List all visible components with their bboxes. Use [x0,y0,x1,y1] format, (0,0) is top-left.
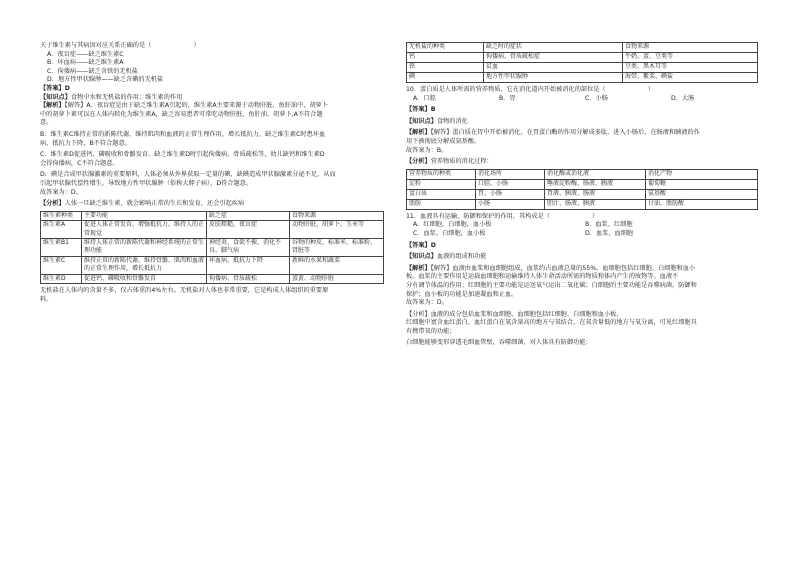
option-b: B．胃 [499,94,516,102]
table-cell: 胆汁、肠液、胰液 [545,199,646,209]
table-header: 消化场所 [476,169,545,179]
table-header: 无机盐的种类 [407,43,484,53]
conclusion: 故答案为：D。 [40,188,82,196]
footer-text: 料。 [40,295,53,303]
table-cell: 钙 [407,53,484,63]
mineral-table [406,42,758,83]
digestion-table [406,169,758,210]
option-d: D．大肠 [671,94,695,102]
table-cell: 皮肤粗糙、夜盲症 [207,221,290,239]
option-b: B．坏血病——缺乏维生素A [47,59,124,67]
table-cell: 胃、小肠 [476,189,545,199]
table-header: 消化产物 [646,169,758,179]
solution-line: 用下被彻底分解成氨基酸。 [406,137,481,145]
analysis-line: 白细胞能够变形穿透毛细血管壁，吞噬细菌，对人体具有防御功能； [406,339,592,347]
table-header-row [407,43,758,53]
table-cell: 佝偻病、骨质疏松症 [484,53,623,63]
table-cell: 葡萄糖 [646,179,758,189]
option-c: C．血浆、白细胞，血小板 [413,229,486,237]
table-header-row [407,169,758,179]
table-cell: 海带、紫菜、碘盐 [623,73,758,83]
table-cell: 维生素A [41,221,82,239]
option-d: D．地方性甲状腺肿——缺乏含碘的无机盐 [47,76,164,84]
solution-line: B．维生素C维持正常的新陈代谢，维持肌肉和血液的正常生理作用，增长抵抗力，缺乏维生素C时患坏血 [40,130,326,138]
table-row [41,274,384,283]
table-header: 食物来源 [290,211,384,220]
table-cell: 小肠 [476,199,545,209]
analysis-line: 红细胞中富含血红蛋白，血红蛋白在氧含量高的地方与氧结合，在氧含量低的地方与氧分离，可见红细胞具 [406,319,697,327]
footer-text: 无机盐在人体内的含量不多，仅占体重的4%左右。无机盐对人体也非常重要，它是构成人体组织的重要原 [40,286,329,294]
solution-line: 意。 [40,119,53,127]
table-cell: 维生素B1 [41,238,82,256]
table-row [407,53,758,63]
table-cell: 口腔、小肠 [476,179,545,189]
table-header-row [41,211,384,220]
table-cell: 蛋白质 [407,189,476,199]
vitamin-table [40,211,384,284]
table-row [41,256,384,274]
solution-line: 保护；血小板的功能是加速凝血和止血。 [406,290,518,298]
table-cell: 脂肪 [407,199,476,209]
table-cell: 维持人体正常的新陈代谢和神经系统的正常生理功能 [82,238,207,256]
table-header: 消化酶或消化液 [545,169,646,179]
table-header: 营养物质的种类 [407,169,476,179]
option-a: A．夜盲症——缺乏维生素C [47,50,124,58]
table-row [407,189,758,199]
q11-options-row2 [406,230,758,239]
solution: 【解析】【解答】血液由血浆和血细胞组成，血浆约占血液总量的55%，血细胞包括红细胞、白细胞和血小 [406,264,696,272]
solution: 【解析】【解答】蛋白质在胃中开始被消化，在胃蛋白酶的作用分解成多肽，进入小肠后，在肠液和胰液的作 [406,129,700,137]
table-cell: 碘 [407,73,484,83]
analysis-line: 【分析】血液的成分包括血浆和血细胞，血细胞包括红细胞、白细胞和血小板。 [406,310,623,318]
table-cell: 牛奶、蛋、豆类等 [623,53,758,63]
analysis: 【分析】营养物质的消化过程： [406,158,493,166]
solution-line: 分有调节体温的作用；红细胞的主要功能是运送氧气运出二氧化碳；白细胞的主要功能是吞噬病菌，防御和 [406,281,697,289]
option-a: A．红细胞，白细胞，血小板 [413,221,492,229]
table-cell: 氨基酸 [646,189,758,199]
table-cell: 唾液淀粉酶、肠液、胰液 [545,179,646,189]
table-cell: 维持正常的新陈代谢，维持骨骼、肌肉和血液的正常生理作用，增长抵抗力 [82,256,207,274]
solution-line: 引起甲状腺代偿性增生，导致地方性甲状腺肿（俗称大脖子病），D符合题意。 [40,179,253,187]
conclusion: 故答案为：B。 [406,146,448,154]
table-cell: 谷物的种皮、标准米、标准粉、肾脏等 [290,238,384,256]
solution-line: D．碘是合成甲状腺激素的重要原料，人体必须从外界获取一定量的碘，缺碘造成甲状腺激素分泌不足，从而 [40,171,336,179]
table-cell: 新鲜的水果和蔬菜 [290,256,384,274]
analysis: 【分析】人体一旦缺乏维生素，就会影响正常的生长和发育，还会引起疾病 [40,200,245,208]
solution-line: C．维生素D促进钙、磷吸收和骨骼发育，缺乏维生素D时引起佝偻病、骨质疏松等，幼儿缺钙和维生素D [40,151,325,159]
option-c: C．佝偻病——缺乏含铁的无机盐 [47,67,138,75]
table-row [407,63,758,73]
table-header: 维生素种类 [41,211,82,220]
q11-options-row1 [406,221,758,230]
q10-options [406,95,758,104]
table-header: 食物来源 [623,43,758,53]
table-cell: 神经炎、食欲不振、消化不良、脚气病 [207,238,290,256]
option-d: D．血浆，血细胞 [585,229,634,237]
solution: 【解析】【解答】A．夜盲症是由于缺乏维生素A引起的，维生素A主要来源于动物肝脏、鱼肝油中，胡萝卜 [40,102,329,110]
knowledge-point: 【知识点】食物的消化 [406,117,468,125]
solution-line: 病、抵抗力下降，B不符合题意。 [40,139,131,147]
analysis-line: 有携带氧的功能； [406,327,456,335]
question-10: 10．蛋白质是人体所需的营养物质，它在消化道内开始被消化的部位是（ ） [406,86,654,93]
solution-line: 会得佝偻病，C不符合题意。 [40,159,119,167]
table-cell: 蛋黄、动物肝脏 [290,274,384,283]
table-header: 主要功能 [82,211,207,220]
table-cell: 促进人体正常发育，增强抵抗力，维持人的正常视觉 [82,221,207,239]
table-row [41,221,384,239]
table-cell: 地方性甲状腺肿 [484,73,623,83]
table-cell: 胃液、胰液、肠液 [545,189,646,199]
option-c: C．小肠 [585,94,608,102]
table-row [407,73,758,83]
option-a: A．口腔 [413,94,436,102]
table-cell: 动物肝脏、胡萝卜、玉米等 [290,221,384,239]
table-row [407,199,758,209]
conclusion: 故答案为：D。 [406,299,448,307]
table-header: 缺乏时的症状 [484,43,623,53]
solution-line: 板。血浆的主要作用是运载血细胞和运输维持人体生命活动所需的物质和体内产生的废物等。血液不 [406,273,679,281]
left-column [40,0,384,304]
table-cell: 铁 [407,63,484,73]
option-b: B．血浆、红细胞 [585,221,633,229]
table-cell: 豆类、黑木耳等 [623,63,758,73]
question-11: 11．血液具有运输、防御和保护的作用，其构成是（ ） [406,212,599,220]
table-cell: 维生素D [41,274,82,283]
table-cell: 维生素C [41,256,82,274]
answer: 【答案】B [406,106,436,114]
knowledge-point: 【知识点】食物中水和无机盐的作用；维生素的作用 [40,93,183,101]
table-cell: 淀粉 [407,179,476,189]
table-cell: 贫血 [484,63,623,73]
table-header: 缺乏症 [207,211,290,220]
table-cell: 佝偻病、骨质疏松 [207,274,290,283]
knowledge-point: 【知识点】血液的组成和功能 [406,253,487,261]
answer: 【答案】D [406,241,436,249]
right-column [406,0,758,348]
table-row [41,238,384,256]
table-cell: 促进钙、磷吸收和骨骼发育 [82,274,207,283]
answer: 【答案】D [40,84,70,92]
table-cell: 坏血病、抵抗力下降 [207,256,290,274]
solution-line: 中的胡萝卜素可以在人体内转化为维生素A，缺乏容易患者可常吃动物肝脏、鱼肝油、胡萝卜,A不符合题 [40,110,323,118]
table-row [407,179,758,189]
question-stem: 关于维生素与其病因对应关系正确的是（ ） [40,42,200,49]
table-cell: 甘油、脂肪酸 [646,199,758,209]
